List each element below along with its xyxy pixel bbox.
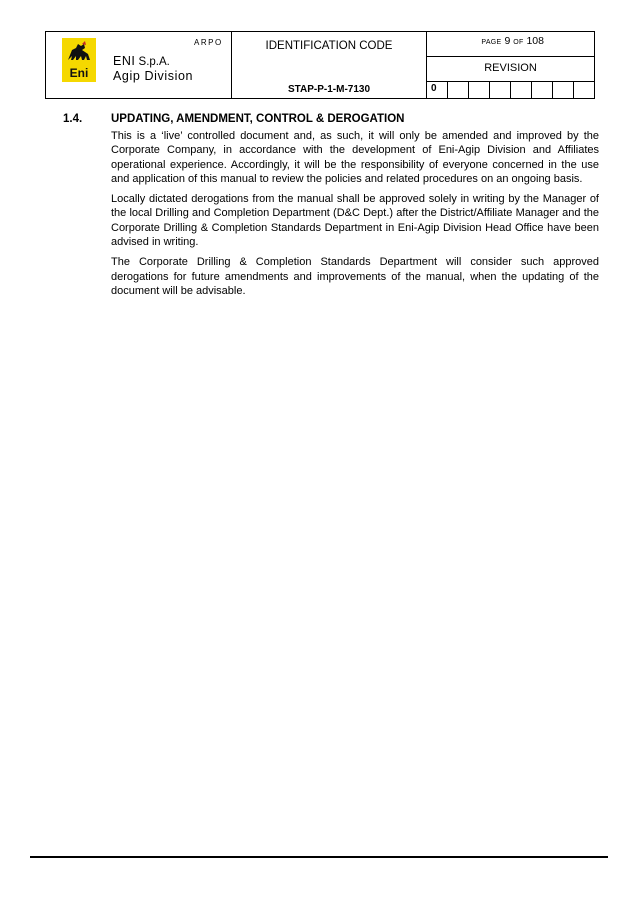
page-number: PAGE 9 OF 108 [481,35,544,47]
identification-cell [232,32,427,98]
section-heading [63,113,599,125]
logo-text: Eni [69,66,89,80]
arpo-label: ARPO [194,38,223,47]
company-cell [46,32,232,98]
page-revision-cell [427,32,594,98]
section-updating-amendment [63,113,599,298]
revision-boxes [427,81,594,98]
page-number-row [427,32,594,57]
revision-box [511,81,532,98]
paragraph: The Corporate Drilling & Completion Standards Department will consider such approved derogations for future amendments and improvements of the manual, when the updating of the document will be advisable. [111,256,599,297]
division-name: Agip Division [113,69,194,83]
revision-label: REVISION [484,62,537,74]
eni-logo-icon [62,38,96,82]
revision-box: 0 [427,81,448,98]
paragraph: This is a ‘live’ controlled document and, as such, it will only be amended and improved by the Corporate Company, in accordance with the development of Eni-Agip Division and Affiliates operational experience. Accordingly, it will be the responsibility of everyone concerned in the use and application of this manual to review the policies and related procedures on an ongoing basis. [111,130,599,185]
paragraph: Locally dictated derogations from the manual shall be approved solely in writing by the Manager of the local Drilling and Completion Department (D&C Dept.) after the District/Affiliate Manager and the Corporate Drilling & Completion Standards Department in Eni-Agip Division Head Office have been advised in writing. [111,193,599,249]
revision-box [553,81,574,98]
revision-row [427,56,594,82]
document-header [45,31,595,99]
section-number: 1.4. [63,113,83,125]
revision-box [532,81,553,98]
revision-box [490,81,511,98]
revision-box [469,81,490,98]
section-title: UPDATING, AMENDMENT, CONTROL & DEROGATION [111,113,405,125]
identification-code-value: STAP-P-1-M-7130 [287,84,371,95]
revision-box [448,81,469,98]
identification-code-label: IDENTIFICATION CODE [265,40,393,52]
footer-divider [30,856,608,858]
company-name: ENI S.p.A. [113,54,170,68]
revision-box [574,81,594,98]
